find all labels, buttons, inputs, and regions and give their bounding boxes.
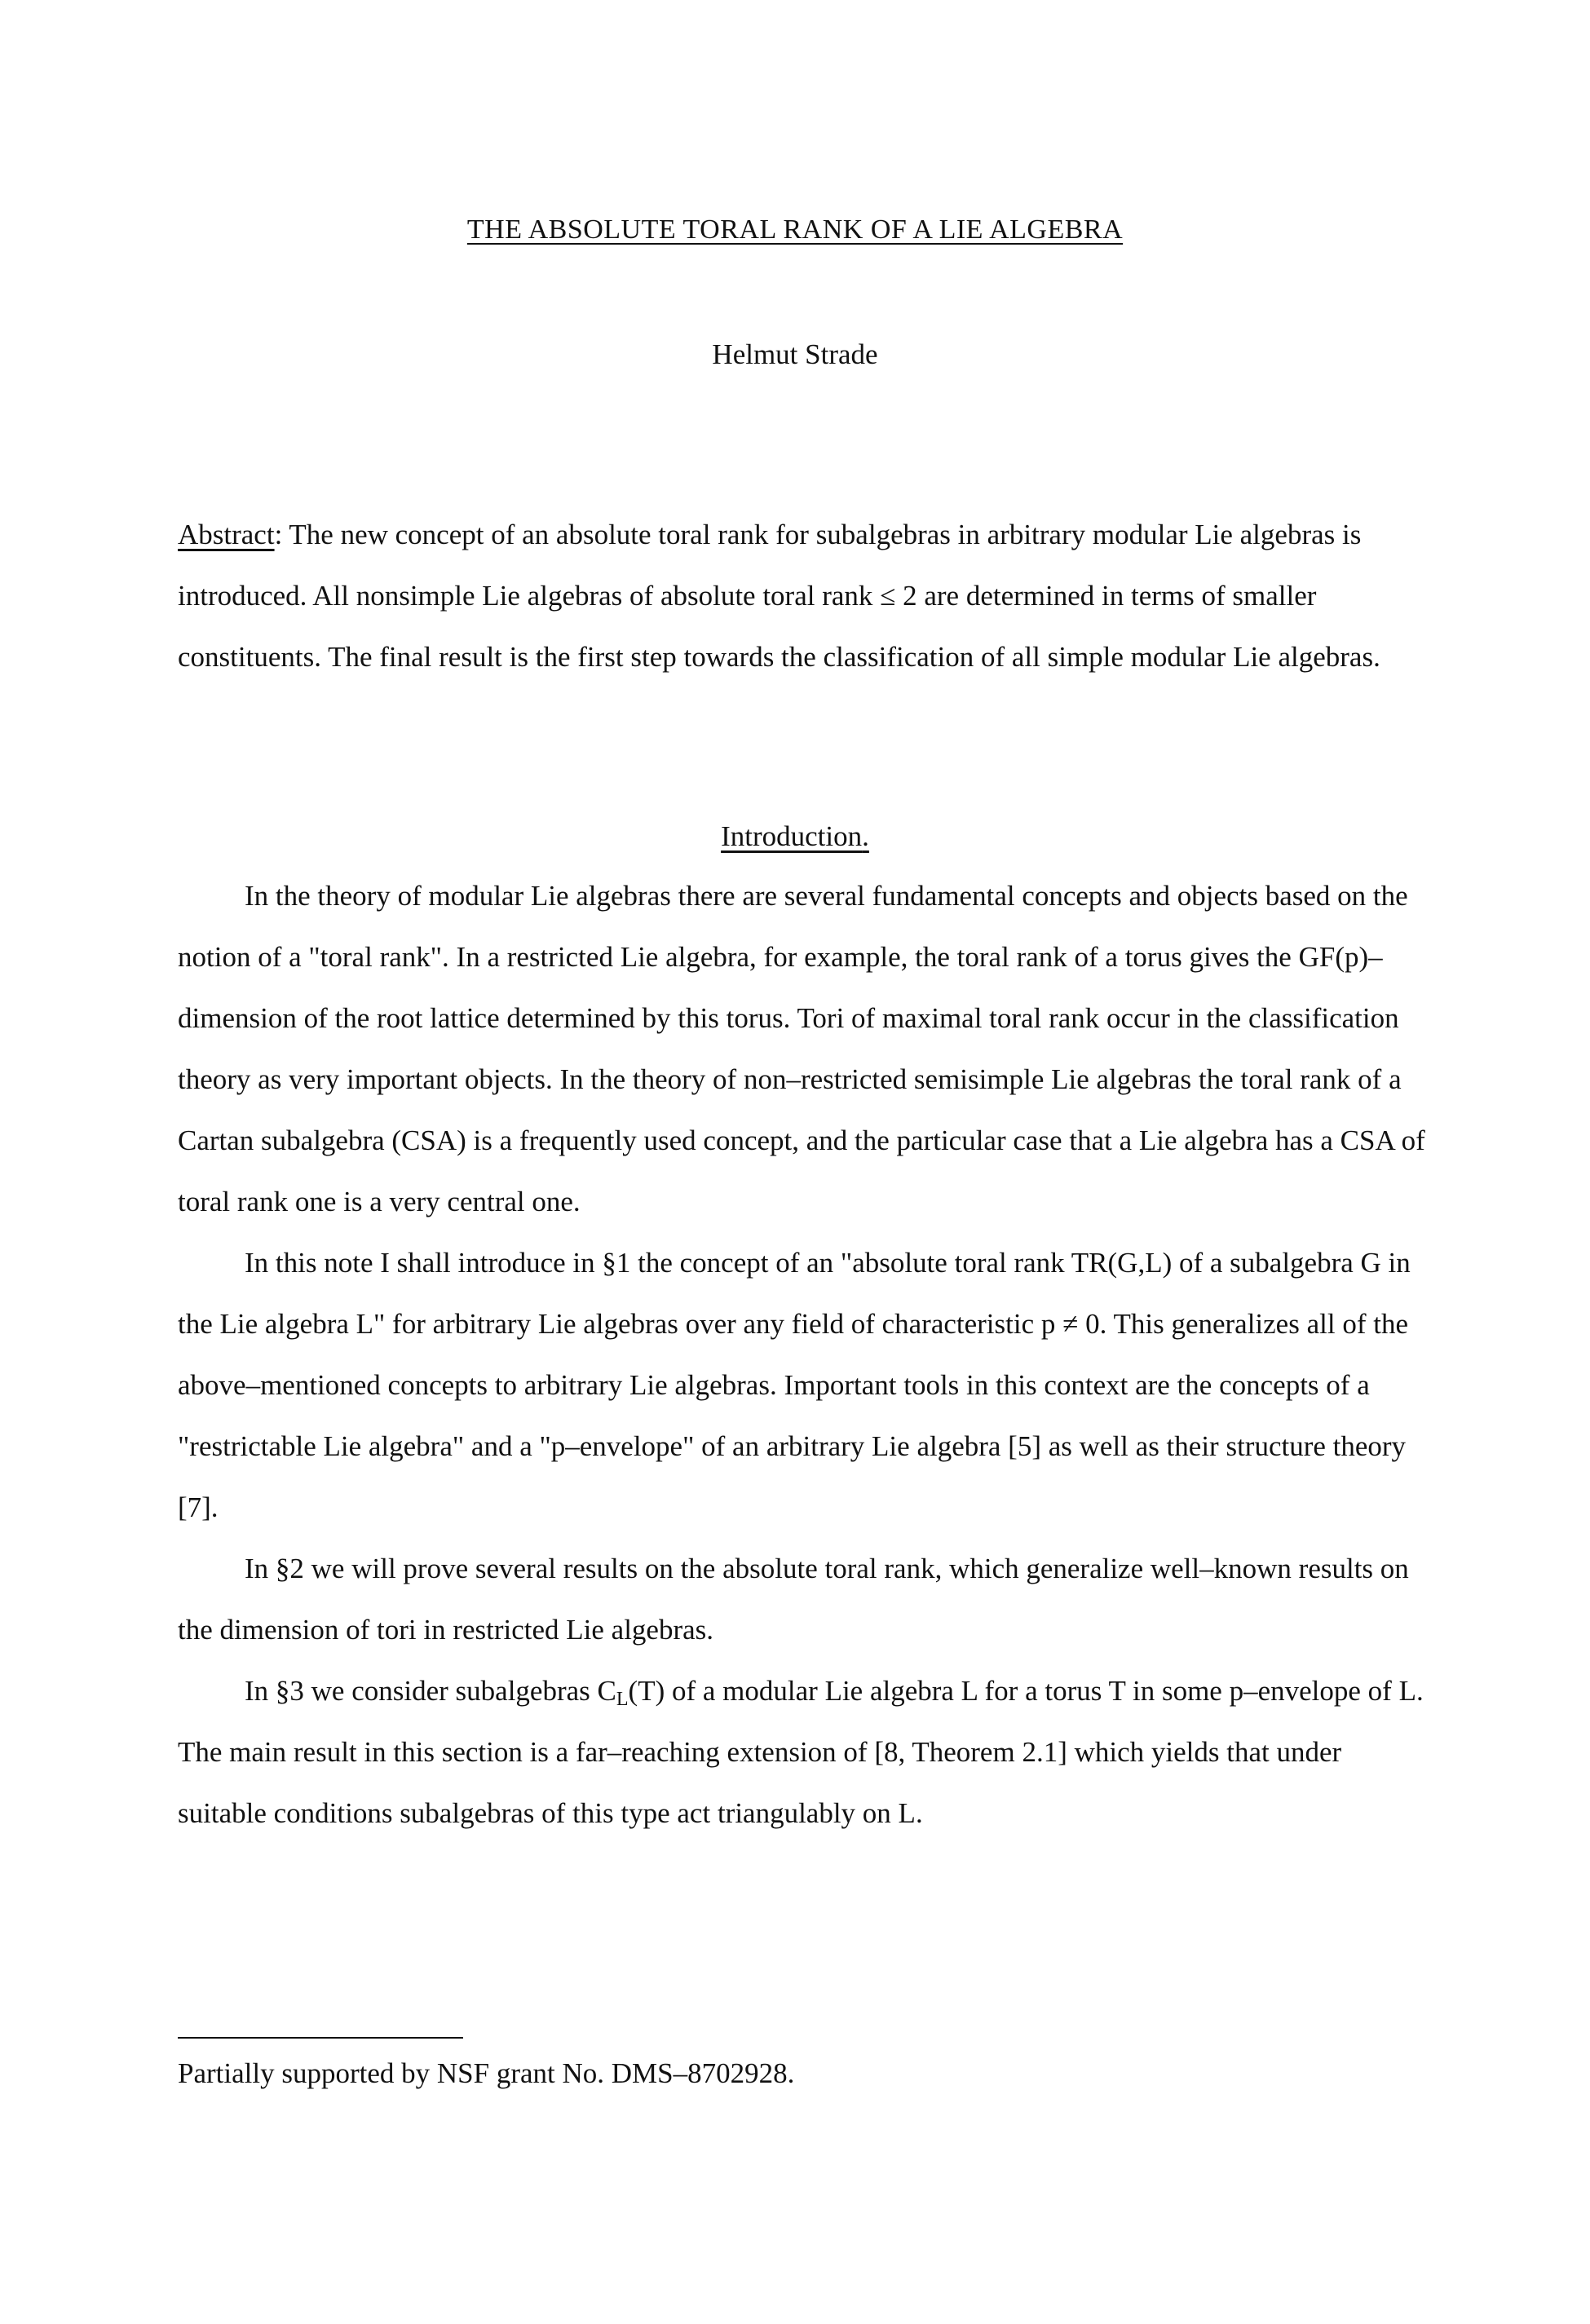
footnote: Partially supported by NSF grant No. DMS–8702928. <box>178 2057 795 2089</box>
abstract-label: Abstract <box>178 519 275 550</box>
intro-paragraph-4-after: (T) of a modular Lie algebra L for a torus T in some p–envelope of L. The main result in this section is a far–reaching extension of [8, Theorem 2.1] which yields that under suitable conditions subalgebras of this type act triangulably on L. <box>178 1675 1424 1829</box>
introduction-heading-text: Introduction <box>721 820 863 852</box>
centralizer-subscript: L <box>616 1689 629 1710</box>
intro-paragraph-2: In this note I shall introduce in §1 the concept of an "absolute toral rank TR(G,L) of a subalgebra G in the Lie algebra L" for arbitrary Lie algebras over any field of characteristic p ≠ 0. This generalizes all of the above–mentioned concepts to arbitrary Lie algebras. Important tools in this context are the concepts of a "restrictable Lie algebra" and a "p–envelope" of an arbitrary Lie algebra [5] as well as their structure theory [7]. <box>178 1247 1411 1523</box>
abstract <box>178 504 1429 687</box>
centralizer-symbol: C <box>597 1675 616 1707</box>
intro-paragraph-3: In §2 we will prove several results on the absolute toral rank, which generalize well–known results on the dimension of tori in restricted Lie algebras. <box>178 1553 1409 1646</box>
intro-paragraph-4 <box>178 1660 1429 1844</box>
abstract-text: : The new concept of an absolute toral rank for subalgebras in arbitrary modular Lie algebras is introduced. All nonsimple Lie algebras of absolute toral rank ≤ 2 are determined in terms of smaller constituents. The final result is the first step towards the classification of all simple modular Lie algebras. <box>178 519 1380 673</box>
section-heading-introduction <box>0 820 1590 854</box>
footnote-divider <box>178 2037 463 2039</box>
abstract-paragraph <box>178 504 1429 687</box>
paper-title <box>0 214 1590 246</box>
intro-paragraph-4-before: In §3 we consider subalgebras <box>245 1675 598 1707</box>
author-name: Helmut Strade <box>712 338 878 370</box>
introduction-body <box>178 865 1429 1844</box>
introduction-heading-suffix: . <box>862 820 869 852</box>
intro-paragraph-1: In the theory of modular Lie algebras there are several fundamental concepts and objects based on the notion of a "toral rank". In a restricted Lie algebra, for example, the toral rank of a torus gives the GF(p)–dimension of the root lattice determined by this torus. Tori of maximal toral rank occur in the classification theory as very important objects. In the theory of non–restricted semisimple Lie algebras the toral rank of a Cartan subalgebra (CSA) is a frequently used concept, and the particular case that a Lie algebra has a CSA of toral rank one is a very central one. <box>178 880 1425 1217</box>
paper-title-text: THE ABSOLUTE TORAL RANK OF A LIE ALGEBRA <box>466 214 1124 245</box>
